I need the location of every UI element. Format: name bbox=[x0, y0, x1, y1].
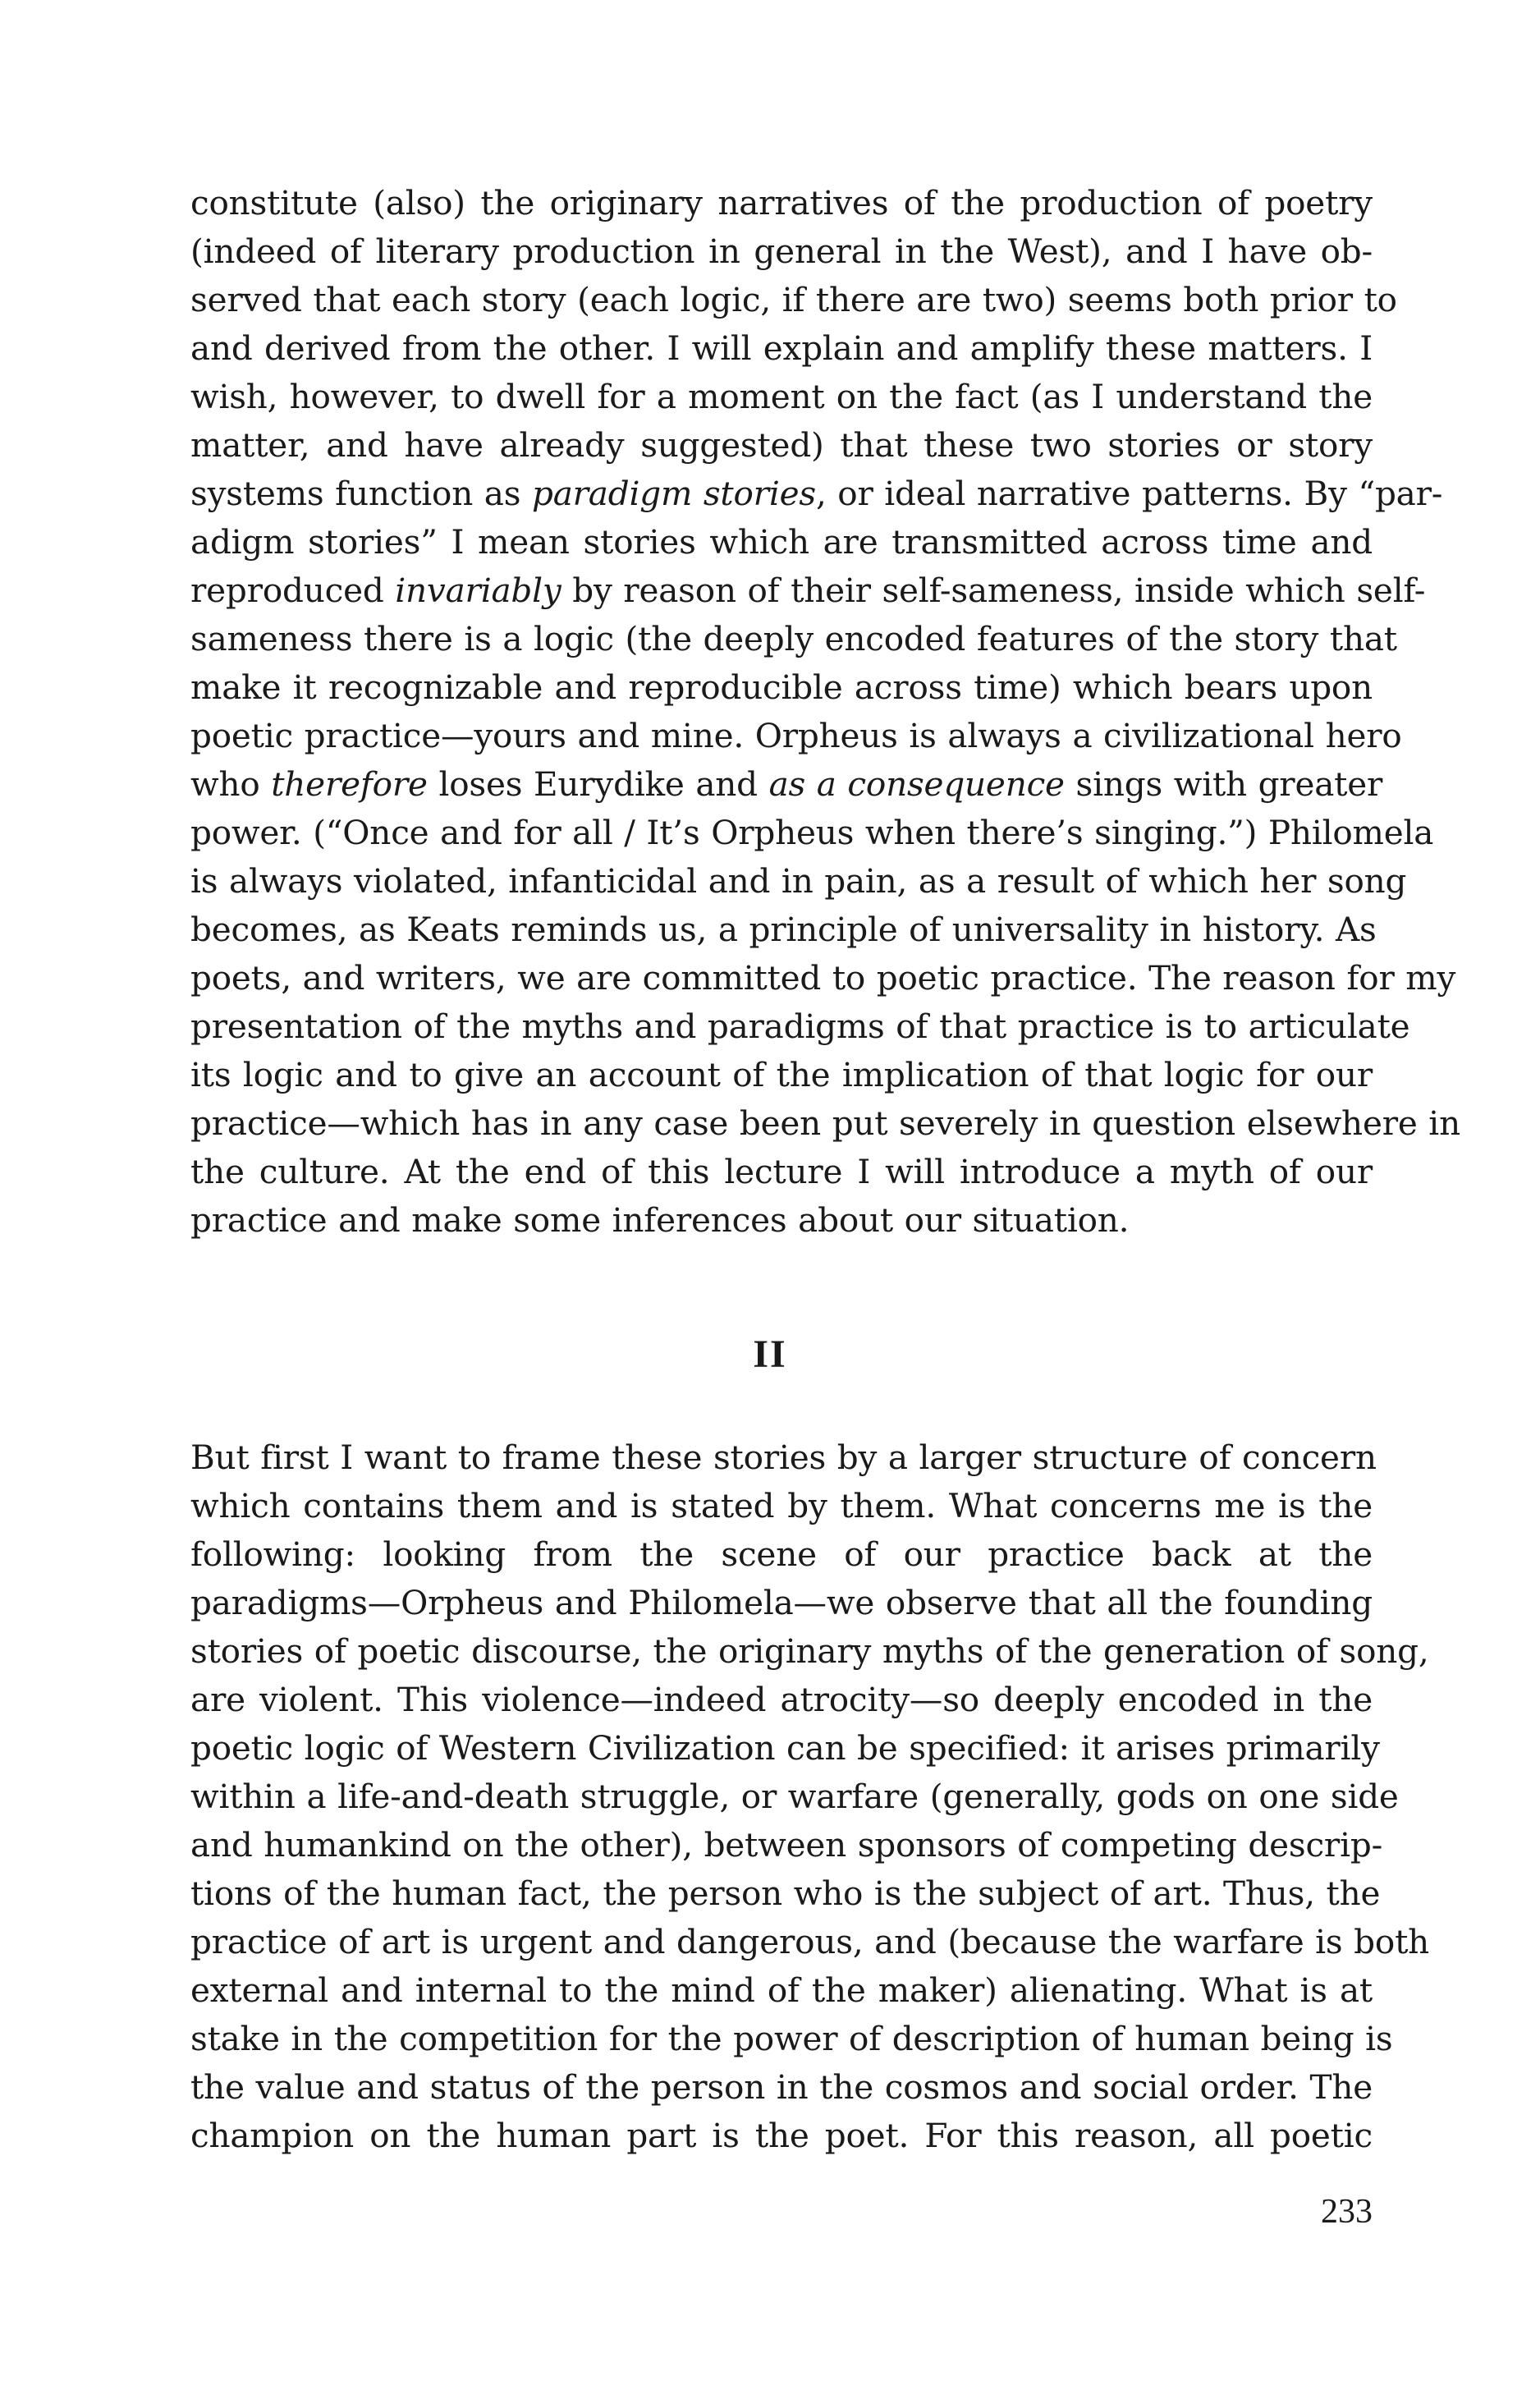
text-line: becomes, as Keats reminds us, a principle of universality in history. As bbox=[190, 910, 1377, 949]
text-line: its logic and to give an account of the implication of that logic for our bbox=[190, 1055, 1373, 1094]
text-line: within a life-and-death struggle, or warfare (generally, gods on one side bbox=[190, 1777, 1399, 1816]
text-line: champion on the human part is the poet. For this reason, all poetic bbox=[190, 2116, 1373, 2155]
text-line: tions of the human fact, the person who is the subject of art. Thus, the bbox=[190, 1874, 1381, 1913]
text-line: paradigms—Orpheus and Philomela—we observe that all the founding bbox=[190, 1583, 1373, 1622]
text-line: adigm stories” I mean stories which are transmitted across time and bbox=[190, 522, 1373, 562]
page-number: 233 bbox=[1321, 2193, 1373, 2231]
text-line: make it recognizable and reproducible across time) which bears upon bbox=[190, 667, 1373, 707]
text-line: presentation of the myths and paradigms of that practice is to articulate bbox=[190, 1007, 1410, 1046]
text-run: loses Eurydike and bbox=[427, 764, 769, 804]
text-line: stake in the competition for the power of description of human being is bbox=[190, 2019, 1393, 2058]
text-line: served that each story (each logic, if there are two) seems both prior to bbox=[190, 280, 1397, 319]
text-line: and derived from the other. I will explain and amplify these matters. I bbox=[190, 328, 1373, 368]
text-line: constitute (also) the originary narratives of the production of poetry bbox=[190, 183, 1373, 222]
text-line: practice—which has in any case been put severely in question elsewhere in bbox=[190, 1103, 1460, 1143]
text-run: reproduced bbox=[190, 571, 396, 610]
section-heading: II bbox=[753, 1333, 787, 1376]
text-line: But first I want to frame these stories by a larger structure of concern bbox=[190, 1438, 1377, 1477]
text-line: (indeed of literary production in general in the West), and I have ob- bbox=[190, 232, 1373, 271]
text-line bbox=[190, 566, 1426, 615]
text-line: is always violated, infanticidal and in pain, as a result of which her song bbox=[190, 861, 1407, 901]
text-run: who bbox=[190, 764, 272, 804]
paragraph-1 bbox=[190, 179, 1460, 1245]
text-line: practice of art is urgent and dangerous, and (because the warfare is both bbox=[190, 1922, 1430, 1961]
text-line: practice and make some inferences about our situation. bbox=[190, 1200, 1130, 1240]
italic-word: therefore bbox=[271, 764, 428, 804]
text-line: external and internal to the mind of the maker) alienating. What is at bbox=[190, 1970, 1373, 2010]
italic-phrase: as a consequence bbox=[768, 764, 1065, 804]
text-run: systems function as bbox=[190, 474, 532, 513]
text-line bbox=[190, 760, 1383, 809]
text-line: the value and status of the person in the cosmos and social order. The bbox=[190, 2067, 1373, 2107]
paragraph-2 bbox=[190, 1433, 1430, 2160]
text-run: by reason of their self-sameness, inside which self- bbox=[561, 571, 1426, 610]
text-line: following: looking from the scene of our practice back at the bbox=[190, 1534, 1373, 1574]
text-line: sameness there is a logic (the deeply encoded features of the story that bbox=[190, 619, 1397, 658]
text-line: stories of poetic discourse, the originary myths of the generation of song, bbox=[190, 1631, 1429, 1671]
text-line: matter, and have already suggested) that these two stories or story bbox=[190, 425, 1373, 465]
text-line: power. (“Once and for all / It’s Orpheus when there’s singing.”) Philomela bbox=[190, 813, 1434, 852]
text-line bbox=[190, 470, 1443, 518]
text-run: sings with greater bbox=[1064, 764, 1383, 804]
text-line: and humankind on the other), between sponsors of competing descrip- bbox=[190, 1825, 1383, 1865]
text-line: wish, however, to dwell for a moment on the fact (as I understand the bbox=[190, 377, 1373, 416]
italic-word: invariably bbox=[395, 571, 561, 610]
text-line: the culture. At the end of this lecture I will introduce a myth of our bbox=[190, 1152, 1373, 1191]
text-line: which contains them and is stated by them. What concerns me is the bbox=[190, 1486, 1373, 1525]
text-line: poetic logic of Western Civilization can be specified: it arises primarily bbox=[190, 1728, 1380, 1768]
text-line: poets, and writers, we are committed to poetic practice. The reason for my bbox=[190, 958, 1456, 998]
italic-phrase: paradigm stories bbox=[531, 474, 816, 513]
text-run: , or ideal narrative patterns. By “par- bbox=[815, 474, 1443, 513]
text-line: poetic practice—yours and mine. Orpheus is always a civilizational hero bbox=[190, 716, 1402, 755]
text-line: are violent. This violence—indeed atrocity—so deeply encoded in the bbox=[190, 1680, 1373, 1719]
